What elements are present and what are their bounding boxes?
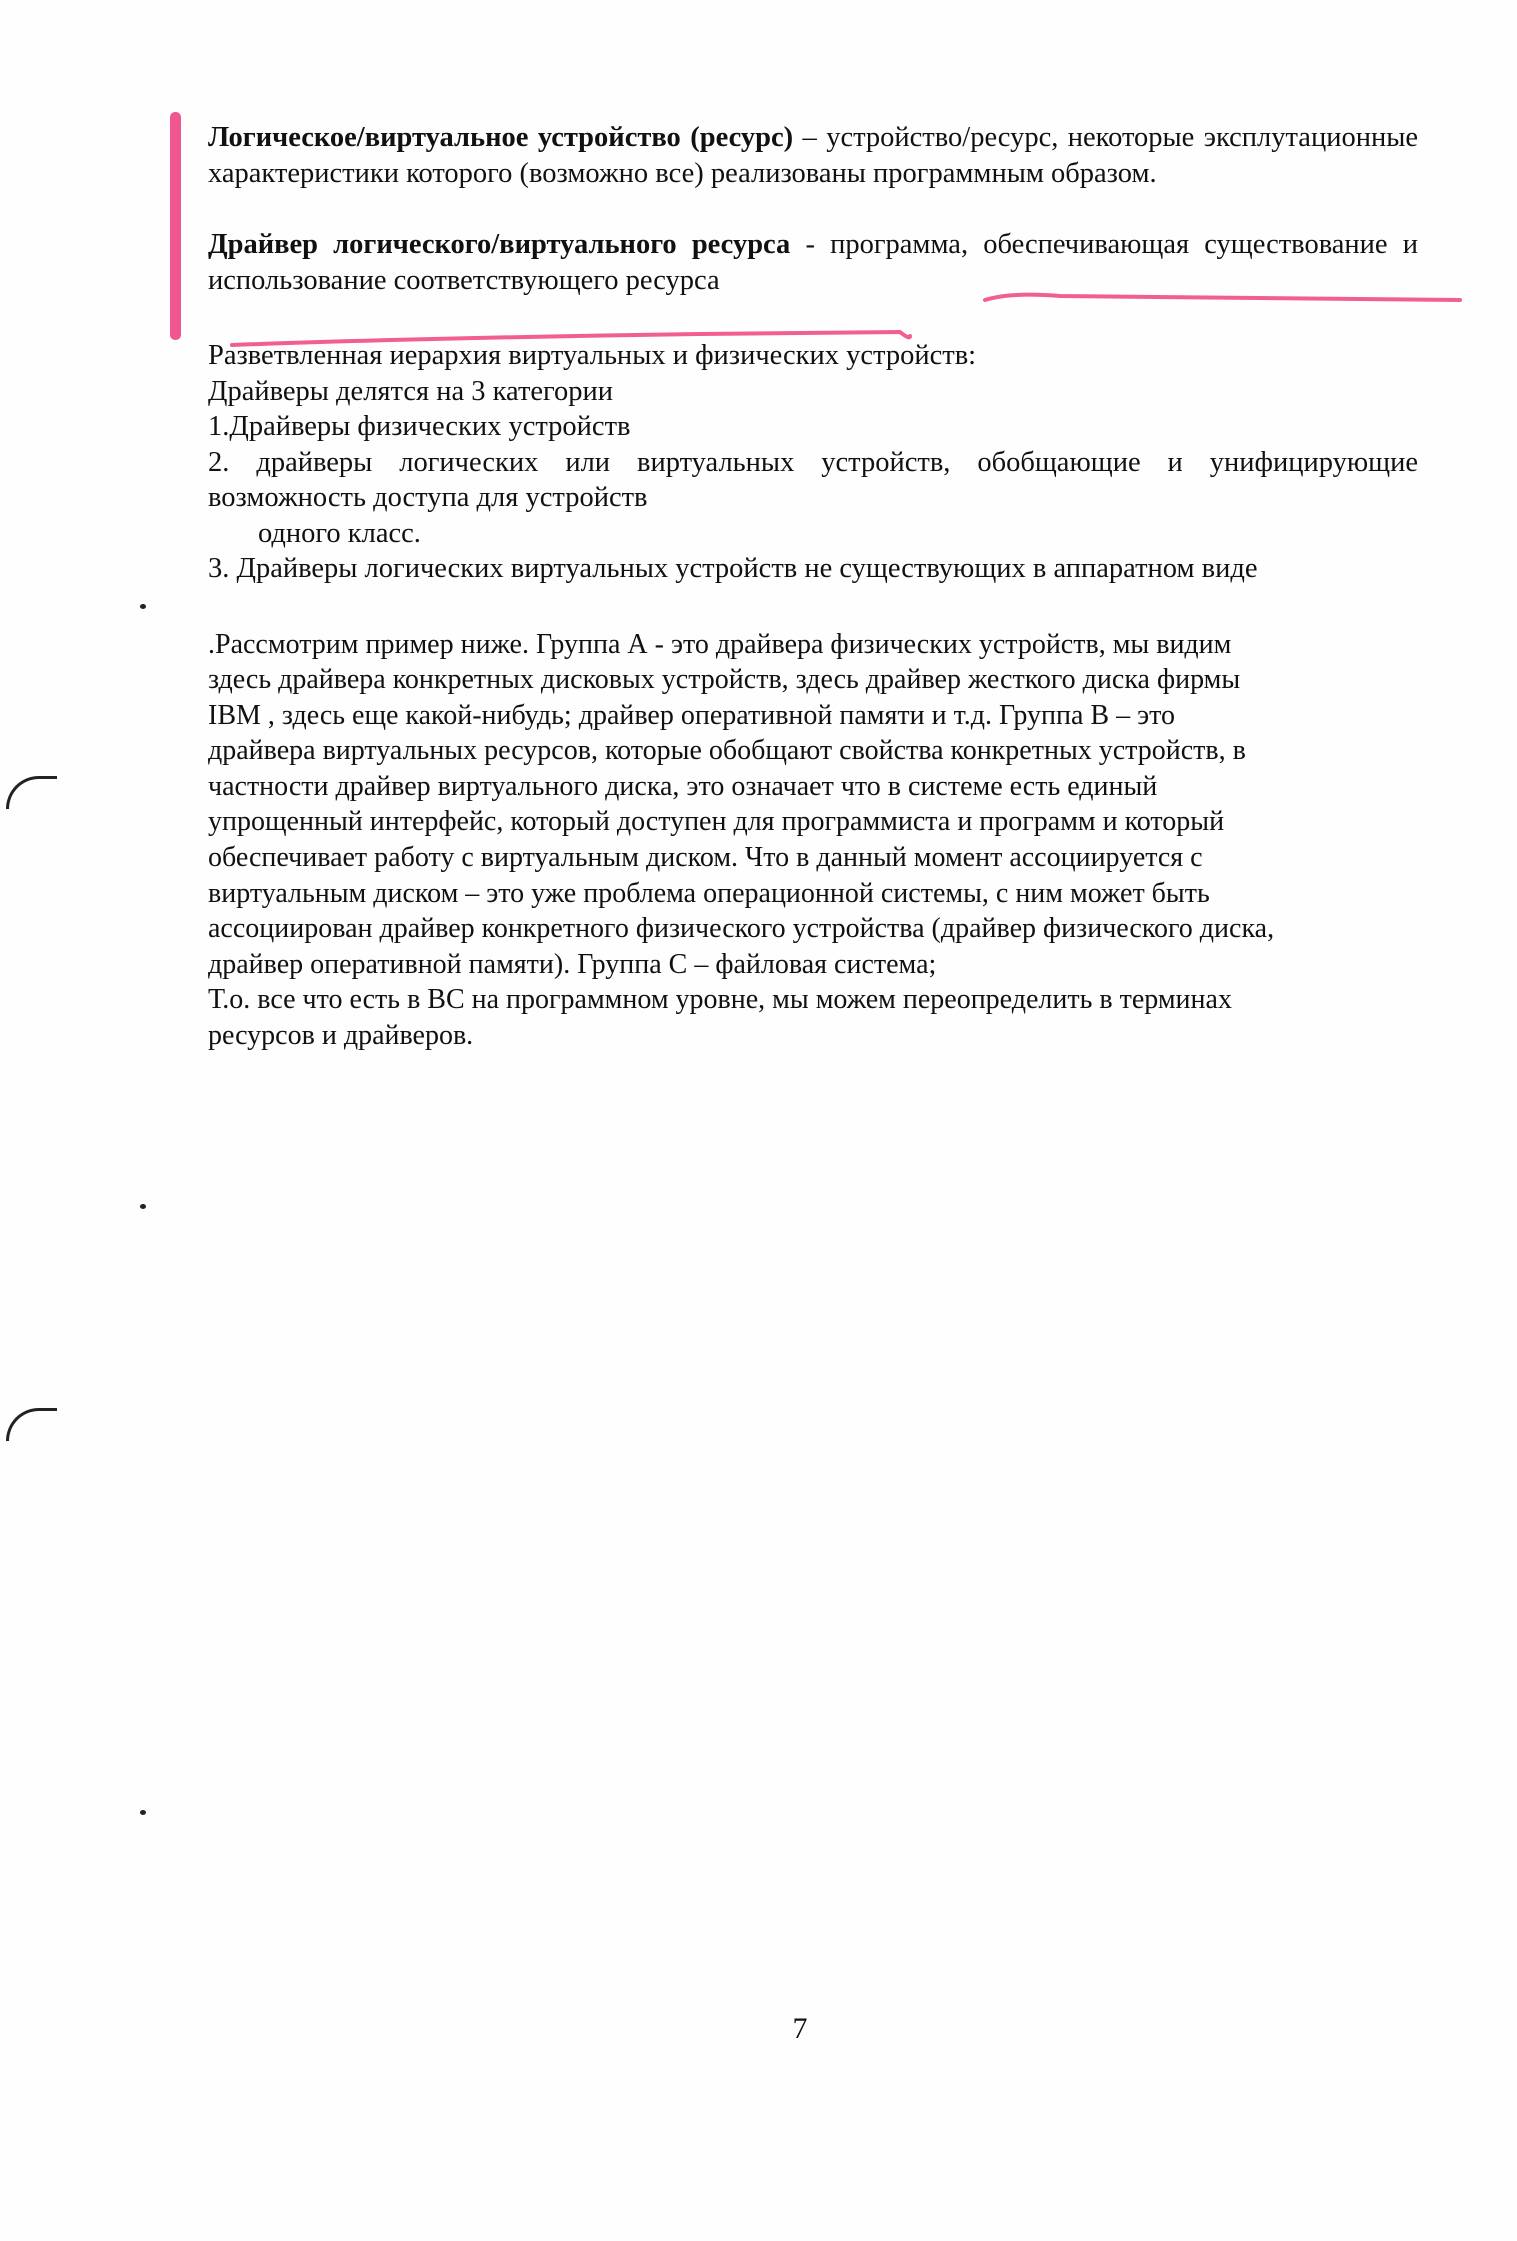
scan-speck — [140, 604, 146, 609]
definition-text: устройство/ресурс, некоторые эксплутационные характеристики которого (возможно все) реализованы программным образом. — [208, 122, 1419, 189]
example-line: ассоциирован драйвер конкретного физического устройства (драйвер физического диска, — [208, 913, 1275, 945]
list-item — [208, 551, 1418, 587]
definition-driver — [208, 227, 1418, 298]
example-line: драйвер оперативной памяти). Группа С – файловая система; — [208, 948, 937, 980]
highlighter-margin-mark — [170, 112, 181, 340]
scan-speck — [140, 1204, 146, 1209]
list-number: 1 — [208, 409, 222, 445]
example-line: виртуальным диском – это уже проблема операционной системы, с ним может быть — [208, 877, 1210, 909]
list-text: . Драйверы логических виртуальных устройств не существующих в аппаратном виде — [222, 553, 1258, 584]
example-paragraph — [208, 627, 1418, 1054]
definition-logical-device — [208, 120, 1418, 191]
punch-hole-mark — [6, 1408, 57, 1441]
list-number: 2 — [208, 445, 222, 481]
example-line: обеспечивает работу с виртуальным диском. Что в данный момент ассоциируется с — [208, 842, 1203, 874]
list-item — [208, 445, 1418, 516]
example-line: Т.о. все что есть в ВС на программном уровне, мы можем переопределить в терминах — [208, 984, 1232, 1016]
list-text: . драйверы логических или виртуальных устройств, обобщающие и унифицирующие возможность доступа для устройств — [208, 446, 1418, 513]
definition-term: Логическое/виртуальное устройство (ресурс) — [208, 122, 794, 153]
list-item — [208, 409, 1418, 445]
definition-term: Драйвер логического/виртуального ресурса — [208, 229, 791, 260]
list-item-continuation: одного класс. — [258, 517, 421, 549]
example-line: драйвера виртуальных ресурсов, которые обобщают свойства конкретных устройств, в — [208, 735, 1246, 767]
hierarchy-intro: Драйверы делятся на 3 категории — [208, 375, 614, 407]
page-number: 7 — [792, 2012, 808, 2045]
hierarchy-heading: Разветвленная иерархия виртуальных и физических устройств: — [208, 340, 977, 371]
punch-hole-mark — [6, 776, 57, 809]
definition-separator: – — [793, 122, 827, 153]
example-line: упрощенный интерфейс, который доступен для программиста и программ и который — [208, 806, 1225, 838]
example-line: здесь драйвера конкретных дисковых устройств, здесь драйвер жесткого диска фирмы — [208, 664, 1241, 696]
scan-speck — [140, 1810, 146, 1815]
example-line: .Рассмотрим пример ниже. Группа А - это драйвера физических устройств, мы видим — [208, 628, 1232, 660]
page-content — [208, 120, 1418, 1054]
example-line: IBM , здесь еще какой-нибудь; драйвер оперативной памяти и т.д. Группа В – это — [208, 699, 1175, 731]
example-line: частности драйвер виртуального диска, это означает что в системе есть единый — [208, 770, 1158, 802]
list-number: 3 — [208, 551, 222, 587]
list-text: .Драйверы физических устройств — [222, 411, 631, 442]
definition-text: программа, обеспечивающая существование и использование соответствующего ресурса — [208, 229, 1418, 296]
definition-separator: - — [790, 229, 831, 260]
example-line: ресурсов и драйверов. — [208, 1020, 474, 1052]
